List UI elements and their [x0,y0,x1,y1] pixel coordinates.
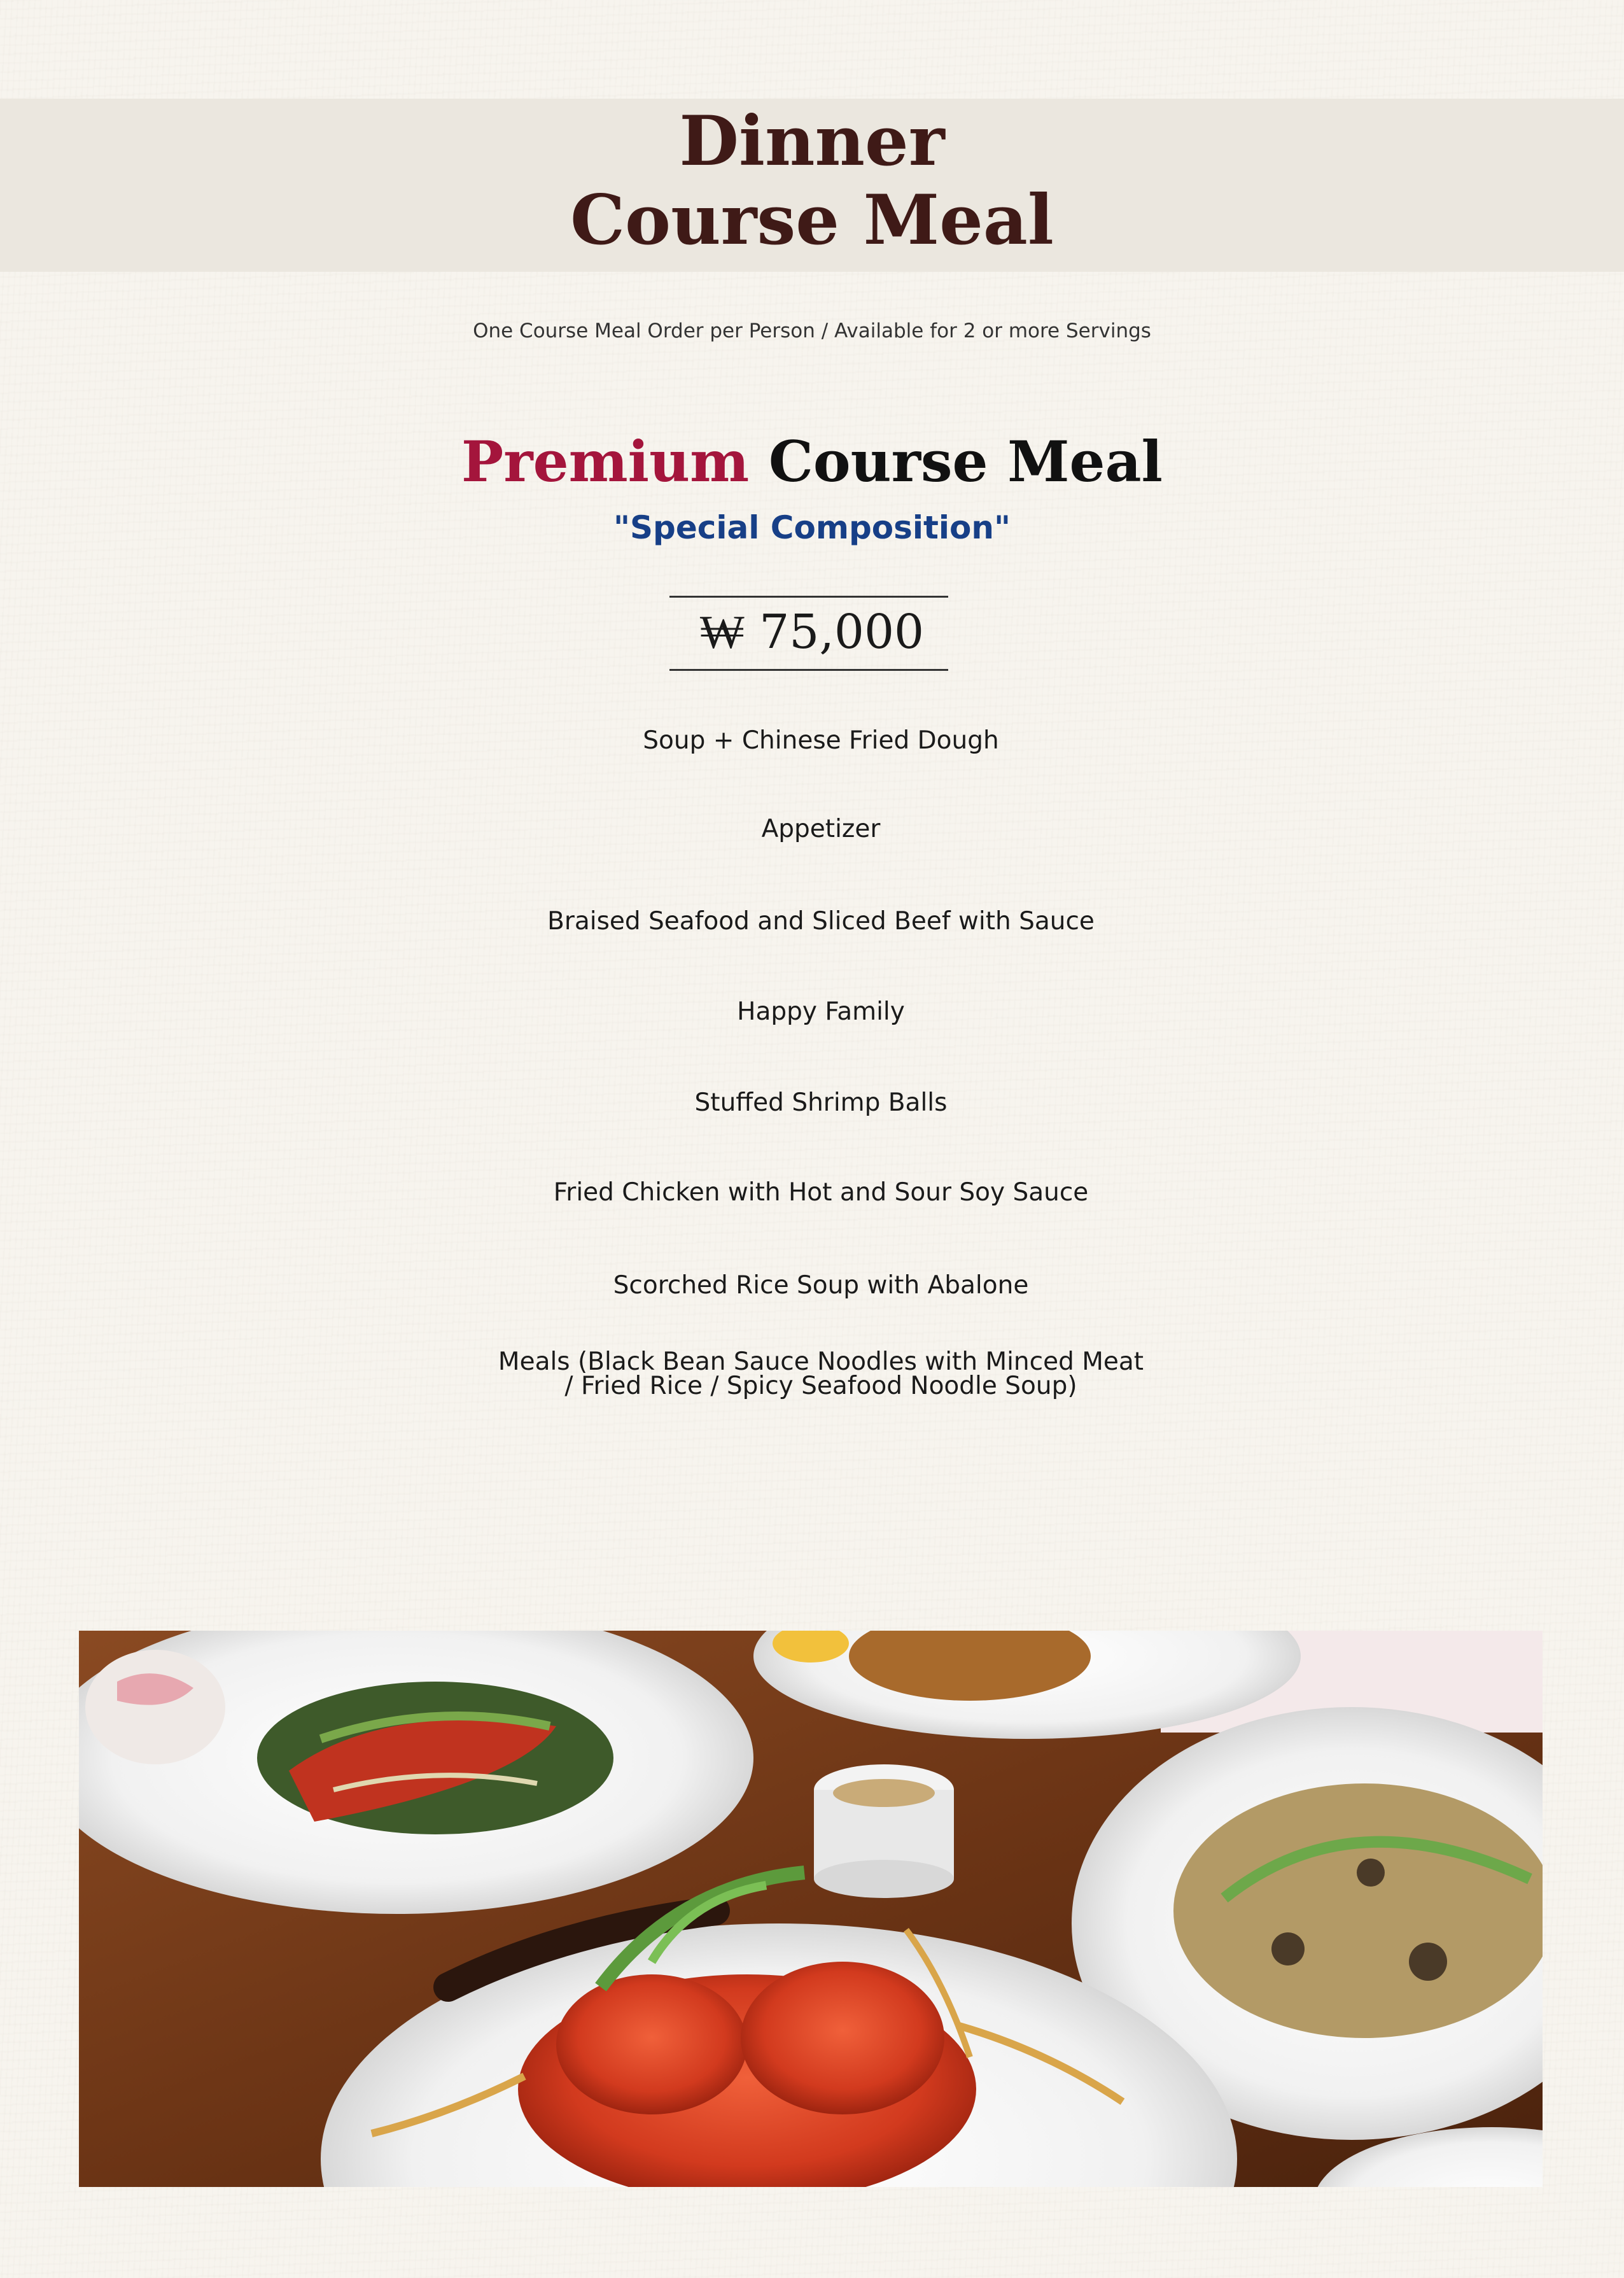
menu-item: Appetizer [761,815,881,843]
menu-item: Braised Seafood and Sliced Beef with Sauce [547,907,1095,936]
menu-item: Happy Family [737,997,905,1026]
course-name-rest: Course Meal [768,428,1163,495]
order-notice: One Course Meal Order per Person / Available for 2 or more Servings [473,320,1151,342]
page-title [0,102,1624,260]
price-rule-top [669,596,948,598]
menu-item: Scorched Rice Soup with Abalone [613,1271,1029,1300]
page-title-text: Dinner Course Meal [570,101,1054,260]
course-heading [0,423,1624,500]
menu-item: Meals (Black Bean Sauce Noodles with Minced Meat [498,1347,1144,1376]
menu-item: Soup + Chinese Fried Dough [643,726,999,755]
course-tagline: "Special Composition" [613,509,1011,546]
course-name-accent: Premium [461,428,750,495]
menu-item: Fried Chicken with Hot and Sour Soy Sauce [553,1178,1089,1207]
menu-item: / Fried Rice / Spicy Seafood Noodle Soup) [564,1372,1077,1400]
price-rule-bottom [669,669,948,671]
course-price: ₩ 75,000 [699,605,925,659]
menu-item: Stuffed Shrimp Balls [694,1088,948,1117]
food-photo [79,1631,1543,2187]
